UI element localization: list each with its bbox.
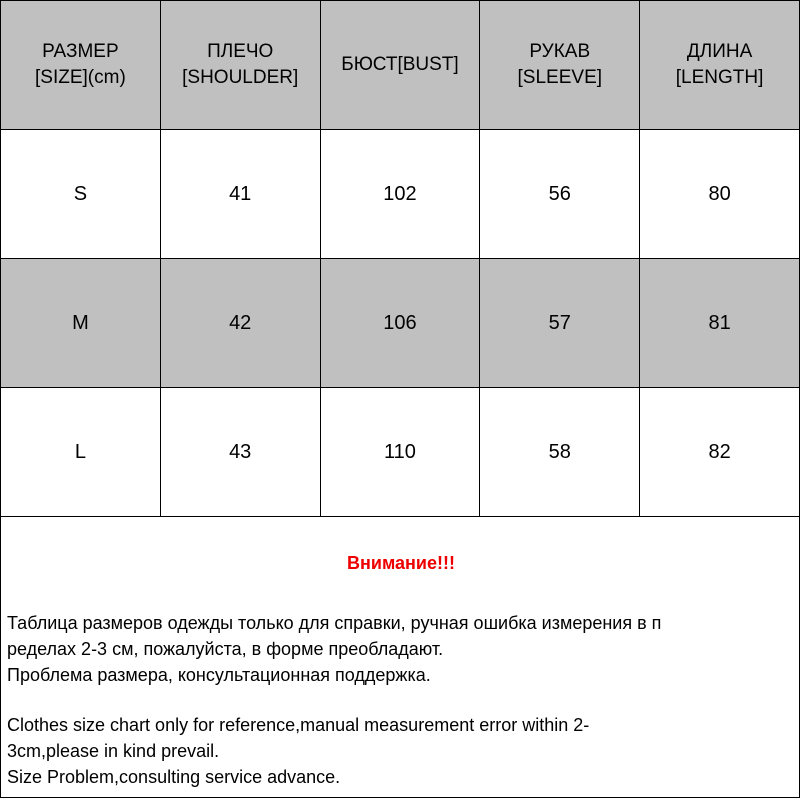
header-size bbox=[1, 1, 161, 130]
cell-shoulder: 43 bbox=[160, 388, 320, 517]
header-sleeve-en: [SLEEVE] bbox=[517, 67, 603, 88]
notice-en-line: Size Problem,consulting service advance. bbox=[7, 767, 341, 787]
cell-sleeve: 56 bbox=[480, 130, 640, 259]
cell-bust: 106 bbox=[320, 259, 480, 388]
notice-text-en bbox=[7, 712, 797, 790]
cell-length: 81 bbox=[640, 259, 800, 388]
cell-sleeve: 57 bbox=[480, 259, 640, 388]
cell-length: 80 bbox=[640, 130, 800, 259]
notice-en-line: 3cm,please in kind prevail. bbox=[7, 741, 220, 761]
notice-box bbox=[0, 516, 800, 798]
table-row-s bbox=[1, 130, 800, 259]
header-size-ru: РАЗМЕР bbox=[42, 41, 119, 62]
cell-sleeve: 58 bbox=[480, 388, 640, 517]
notice-text-ru bbox=[7, 610, 797, 688]
header-sleeve-ru: РУКАВ bbox=[529, 41, 591, 62]
table-row-l bbox=[1, 388, 800, 517]
cell-size: S bbox=[1, 130, 161, 259]
table-header-row bbox=[1, 1, 800, 130]
cell-size: L bbox=[1, 388, 161, 517]
header-bust bbox=[320, 1, 480, 130]
header-length bbox=[640, 1, 800, 130]
notice-en-line: Clothes size chart only for reference,manual measurement error within 2- bbox=[7, 715, 590, 735]
notice-ru-line: Таблица размеров одежды только для справки, ручная ошибка измерения в п bbox=[7, 613, 662, 633]
header-bust-label: БЮСТ[BUST] bbox=[341, 54, 459, 75]
header-shoulder bbox=[160, 1, 320, 130]
notice-title: Внимание!!! bbox=[347, 553, 455, 573]
header-shoulder-ru: ПЛЕЧО bbox=[207, 41, 274, 62]
cell-bust: 110 bbox=[320, 388, 480, 517]
header-shoulder-en: [SHOULDER] bbox=[182, 67, 299, 88]
header-length-en: [LENGTH] bbox=[675, 67, 764, 88]
header-length-ru: ДЛИНА bbox=[686, 41, 753, 62]
notice-ru-line: ределах 2-3 см, пожалуйста, в форме преобладают. bbox=[7, 639, 444, 659]
cell-length: 82 bbox=[640, 388, 800, 517]
table-row-m bbox=[1, 259, 800, 388]
cell-bust: 102 bbox=[320, 130, 480, 259]
cell-shoulder: 42 bbox=[160, 259, 320, 388]
header-sleeve bbox=[480, 1, 640, 130]
cell-shoulder: 41 bbox=[160, 130, 320, 259]
cell-size: M bbox=[1, 259, 161, 388]
header-size-en: [SIZE](cm) bbox=[35, 67, 126, 88]
notice-ru-line: Проблема размера, консультационная поддержка. bbox=[7, 665, 431, 685]
